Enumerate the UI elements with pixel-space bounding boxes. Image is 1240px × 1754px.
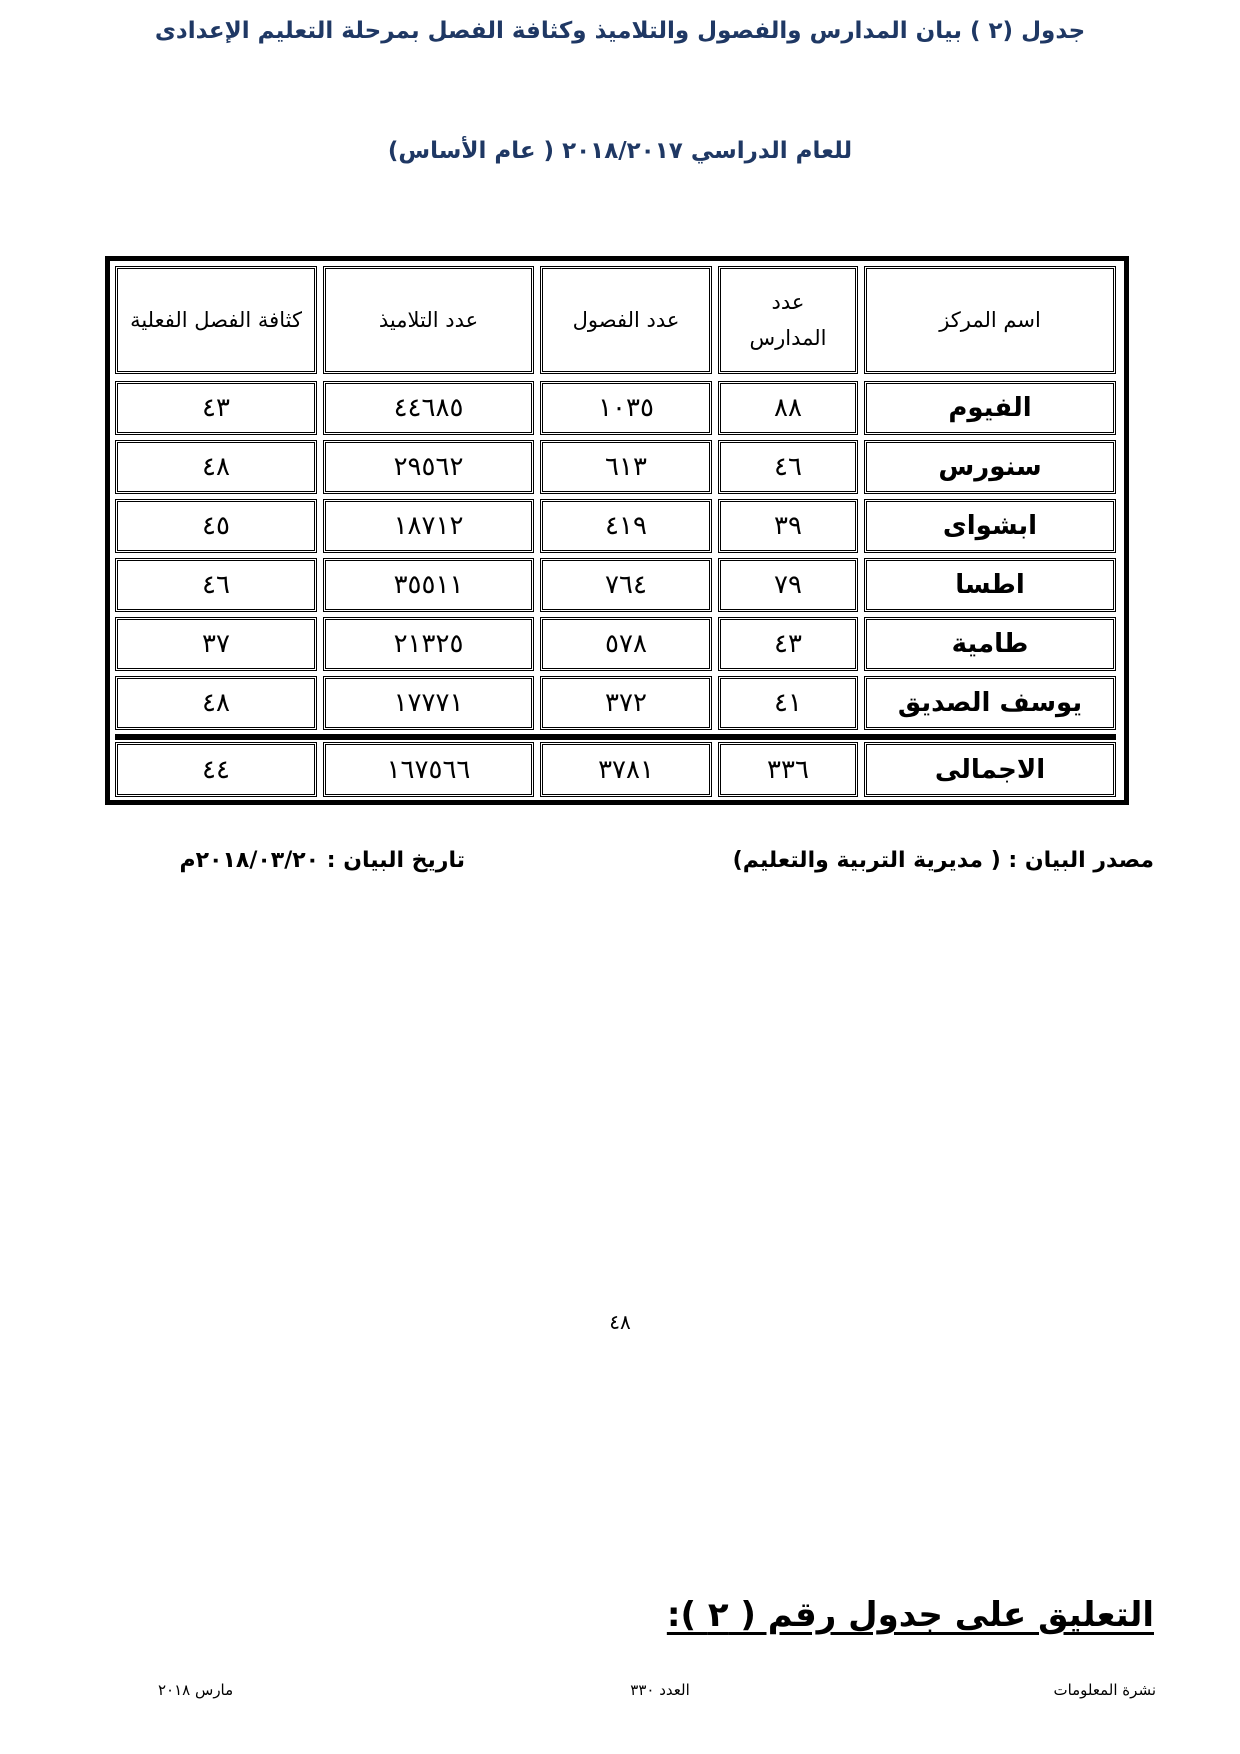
- row-5-students: ٢١٣٢٥: [323, 617, 534, 671]
- footer-publication: نشرة المعلومات: [1053, 1681, 1156, 1699]
- row-4-name: اطسا: [864, 558, 1116, 612]
- row-1-name: الفيوم: [864, 381, 1116, 435]
- statistics-table: [105, 256, 1129, 805]
- table-title: جدول (٢ ) بيان المدارس والفصول والتلاميذ وكثافة الفصل بمرحلة التعليم الإعدادى: [154, 18, 1086, 44]
- row-2-name: سنورس: [864, 440, 1116, 494]
- row-6-students: ١٧٧٧١: [323, 676, 534, 730]
- row-6-name: يوسف الصديق: [864, 676, 1116, 730]
- total-students: ١٦٧٥٦٦: [323, 742, 534, 797]
- row-5-name: طامية: [864, 617, 1116, 671]
- header-classes: عدد الفصول: [540, 266, 712, 374]
- row-2-schools: ٤٦: [718, 440, 858, 494]
- data-source: مصدر البيان : ( مديرية التربية والتعليم): [732, 848, 1154, 873]
- header-density: كثافة الفصل الفعلية: [115, 266, 317, 374]
- row-5-schools: ٤٣: [718, 617, 858, 671]
- row-4-schools: ٧٩: [718, 558, 858, 612]
- row-1-density: ٤٣: [115, 381, 317, 435]
- row-6-classes: ٣٧٢: [540, 676, 712, 730]
- row-2-classes: ٦١٣: [540, 440, 712, 494]
- row-2-students: ٢٩٥٦٢: [323, 440, 534, 494]
- row-6-density: ٤٨: [115, 676, 317, 730]
- row-2-density: ٤٨: [115, 440, 317, 494]
- header-schools: عدد المدارس: [718, 266, 858, 374]
- row-3-name: ابشواى: [864, 499, 1116, 553]
- header-center-name: اسم المركز: [864, 266, 1116, 374]
- row-1-classes: ١٠٣٥: [540, 381, 712, 435]
- row-4-density: ٤٦: [115, 558, 317, 612]
- page-number: ٤٨: [609, 1310, 631, 1334]
- total-schools: ٣٣٦: [718, 742, 858, 797]
- total-classes: ٣٧٨١: [540, 742, 712, 797]
- footer-month: مارس ٢٠١٨: [158, 1681, 234, 1699]
- total-name: الاجمالى: [864, 742, 1116, 797]
- row-3-schools: ٣٩: [718, 499, 858, 553]
- row-3-density: ٤٥: [115, 499, 317, 553]
- row-5-density: ٣٧: [115, 617, 317, 671]
- footer-issue: العدد ٣٣٠: [630, 1681, 690, 1699]
- header-students: عدد التلاميذ: [323, 266, 534, 374]
- row-3-classes: ٤١٩: [540, 499, 712, 553]
- row-6-schools: ٤١: [718, 676, 858, 730]
- row-4-students: ٣٥٥١١: [323, 558, 534, 612]
- row-1-students: ٤٤٦٨٥: [323, 381, 534, 435]
- row-3-students: ١٨٧١٢: [323, 499, 534, 553]
- comment-heading: التعليق على جدول رقم ( ٢ ):: [666, 1595, 1154, 1635]
- data-date: تاريخ البيان : ٢٠١٨/٠٣/٢٠م: [179, 848, 465, 873]
- total-separator: [115, 734, 1116, 740]
- row-4-classes: ٧٦٤: [540, 558, 712, 612]
- table-subtitle: للعام الدراسي ٢٠١٨/٢٠١٧ ( عام الأساس): [387, 138, 853, 164]
- row-1-schools: ٨٨: [718, 381, 858, 435]
- row-5-classes: ٥٧٨: [540, 617, 712, 671]
- total-density: ٤٤: [115, 742, 317, 797]
